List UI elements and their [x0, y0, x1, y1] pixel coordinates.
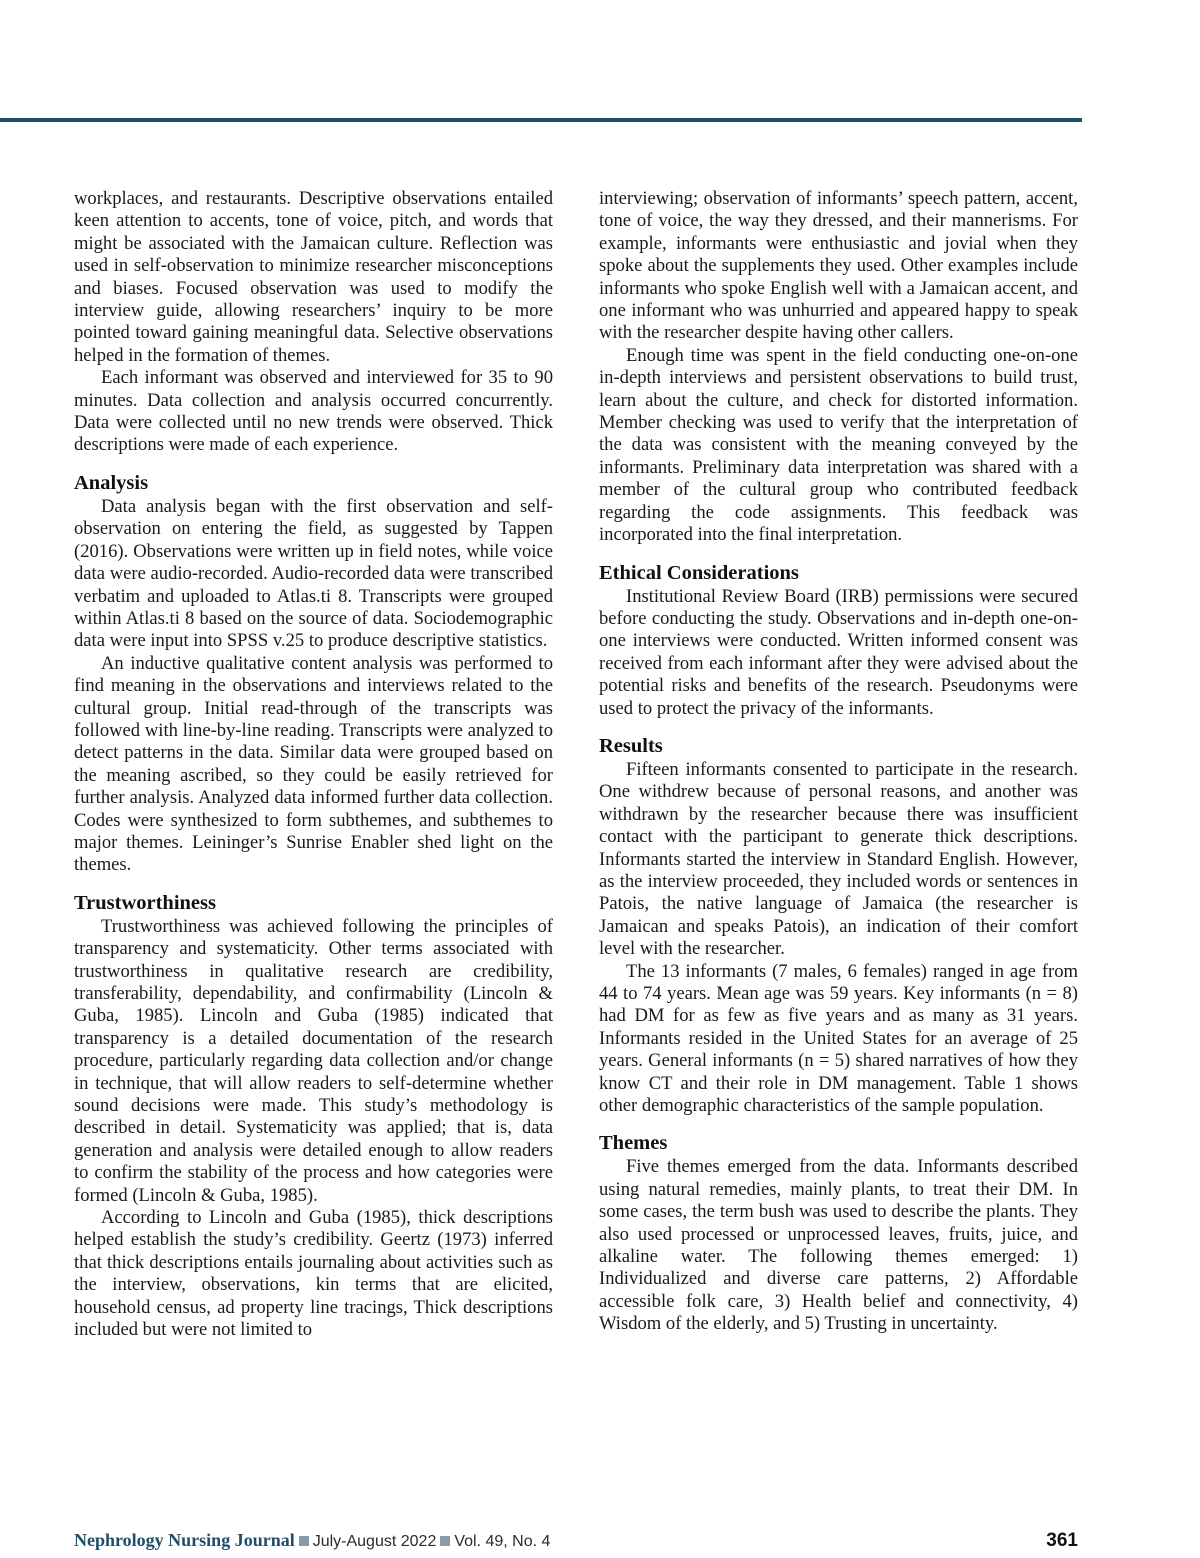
- header-rule: [0, 118, 1082, 122]
- volume-number: Vol. 49, No. 4: [454, 1533, 551, 1550]
- page-footer: [74, 1530, 1078, 1556]
- right-column: [599, 188, 1078, 1336]
- section-heading: Ethical Considerations: [599, 561, 799, 584]
- body-paragraph: An inductive qualitative content analysis was performed to find meaning in the observations and interviews related to the cultural group. Initial read-through of the transcripts was followed with line-by-line reading. Transcripts were analyzed to detect patterns in the data. Similar data were grouped based on the meaning ascribed, so they could be easily retrieved for further analysis. Analyzed data informed further data collection. Codes were synthesized to form subthemes, and subthemes to major themes. Leininger’s Sunrise Enabler shed light on the themes.: [74, 652, 553, 876]
- left-column: [74, 188, 553, 1342]
- issue-date: July-August 2022: [312, 1533, 437, 1550]
- body-paragraph: workplaces, and restaurants. Descriptive observations entailed keen attention to accents, tone of voice, pitch, and words that might be associated with the Jamaican culture. Reflection was used in self-observation to minimize researcher misconceptions and biases. Focused observation was used to modify the interview guide, allowing researchers’ inquiry to be more pointed toward gaining meaningful data. Selective observations helped in the formation of themes.: [74, 188, 553, 366]
- journal-title: Nephrology Nursing Journal: [74, 1530, 295, 1550]
- section-heading: Results: [599, 734, 663, 757]
- body-paragraph: Each informant was observed and interviewed for 35 to 90 minutes. Data collection and analysis occurred concurrently. Data were collected until no new trends were observed. Thick descriptions were made of each experience.: [74, 367, 553, 456]
- section-heading: Analysis: [74, 471, 149, 494]
- body-paragraph: The 13 informants (7 males, 6 females) ranged in age from 44 to 74 years. Mean age was 59 years. Key informants (n = 8) had DM for as few as five years and as many as 31 years. Informants resided in the United States for an average of 25 years. General informants (n = 5) shared narratives of how they know CT and their role in DM management. Table 1 shows other demographic characteristics of the sample population.: [599, 960, 1078, 1117]
- body-paragraph: According to Lincoln and Guba (1985), thick descriptions helped establish the study’s credibility. Geertz (1973) inferred that thick descriptions entails journaling about activities such as the interview, observations, kin terms that are elicited, household census, ad property line tracings, Thick descriptions included but were not limited to: [74, 1207, 553, 1341]
- body-paragraph: Trustworthiness was achieved following the principles of transparency and systematicity. Other terms associated with trustworthiness in qualitative research are credibility, transferability, dependability, and confirmability (Lincoln & Guba, 1985). Lincoln and Guba (1985) indicated that transparency is a detailed documentation of the research procedure, particularly regarding data collection and/or change in technique, that will allow readers to self-determine whether sound decisions were made. This study’s methodology is described in detail. Systematicity was applied; that is, data generation and analysis were detailed enough to allow readers to confirm the stability of the process and how categories were formed (Lincoln & Guba, 1985).: [74, 915, 553, 1206]
- section-heading: Themes: [599, 1132, 668, 1155]
- body-paragraph: Enough time was spent in the field conducting one-on-one in-depth interviews and persistent observations to build trust, learn about the culture, and check for distorted information. Member checking was used to verify that the interpretation of the data was consistent with the meaning conveyed by the informants. Preliminary data interpretation was shared with a member of the cultural group who contributed feedback regarding the code assignments. This feedback was incorporated into the final interpretation.: [599, 344, 1078, 546]
- body-paragraph: Data analysis began with the first observation and self-observation on entering the field, as suggested by Tappen (2016). Observations were written up in field notes, while voice data were audio-recorded. Audio-recorded data were transcribed verbatim and uploaded to Atlas.ti 8. Transcripts were grouped within Atlas.ti 8 based on the source of data. Sociodemographic data were input into SPSS v.25 to produce descriptive statistics.: [74, 495, 553, 652]
- separator-square-icon: [440, 1536, 450, 1546]
- body-paragraph: Fifteen informants consented to participate in the research. One withdrew because of personal reasons, and another was withdrawn by the researcher because there was insufficient contact with the participant to generate thick descriptions. Informants started the interview in Standard English. However, as the interview proceeded, they included words or sentences in Patois, the native language of Jamaica (the researcher is Jamaican and speaks Patois), an indication of their comfort level with the researcher.: [599, 758, 1078, 960]
- body-paragraph: interviewing; observation of informants’ speech pattern, accent, tone of voice, the way they dressed, and their mannerisms. For example, informants were enthusiastic and jovial when they spoke about the supplements they used. Other examples include informants who spoke English well with a Jamaican accent, and one informant who was unhurried and appeared happy to speak with the researcher despite having other callers.: [599, 188, 1078, 344]
- section-heading: Trustworthiness: [74, 891, 216, 914]
- body-paragraph: Five themes emerged from the data. Informants described using natural remedies, mainly plants, to treat their DM. In some cases, the term bush was used to describe the plants. They also used processed or unprocessed leaves, fruits, juice, and alkaline water. The following themes emerged: 1) Individualized and diverse care patterns, 2) Affordable accessible folk care, 3) Health belief and connectivity, 4) Wisdom of the elderly, and 5) Trusting in uncertainty.: [599, 1156, 1078, 1335]
- body-paragraph: Institutional Review Board (IRB) permissions were secured before conducting the study. Observations and in-depth one-on-one interviews were conducted. Written informed consent was received from each informant after they were advised about the potential risks and benefits of the research. Pseudonyms were used to protect the privacy of the informants.: [599, 585, 1078, 719]
- separator-square-icon: [299, 1536, 309, 1546]
- page-number: 361: [1046, 1530, 1078, 1551]
